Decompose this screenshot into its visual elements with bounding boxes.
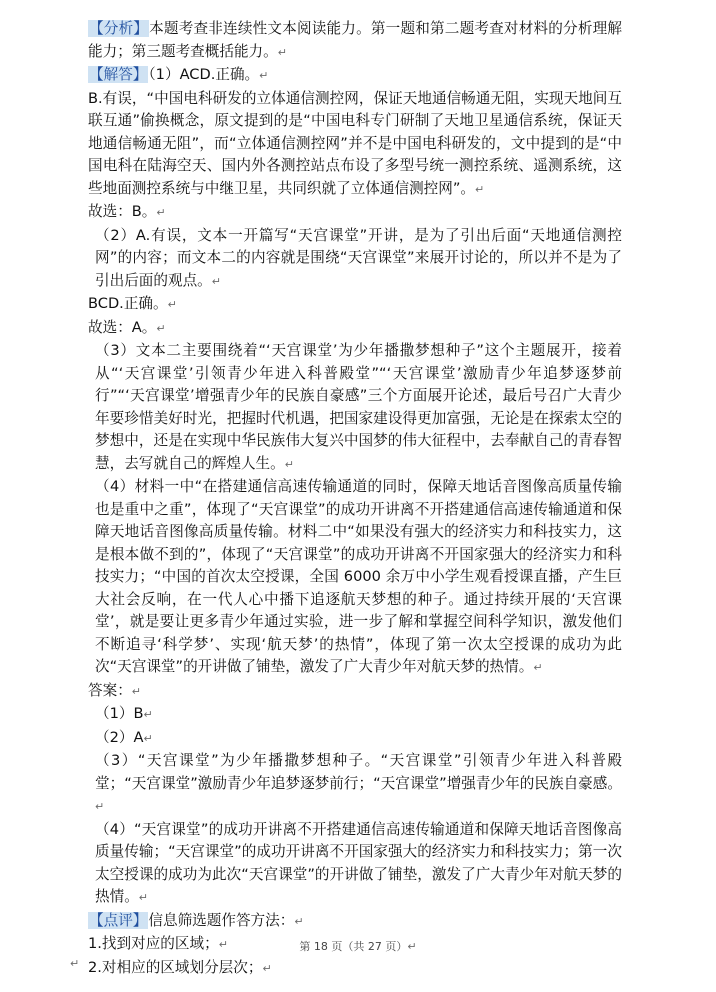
end-paragraph-mark-icon: ↵	[70, 957, 80, 970]
q2-a-text: （2）A.有误，文本一开篇写“天宫课堂”开讲，是为了引出后面“天地通信测控网”的内容；而文本二的内容就是围绕“天宫课堂”来展开讨论的，所以并不是为了引出后面的观点。	[95, 226, 622, 289]
paragraph-mark-icon: ↵	[294, 914, 304, 928]
page-number: 第 18 页（共 27 页）	[299, 940, 408, 953]
answer-1	[88, 703, 622, 727]
q2-bcd-text: BCD.正确。	[88, 295, 168, 312]
solution-q1-head	[88, 64, 622, 88]
solution-q2-choice	[88, 317, 622, 341]
answer-2	[88, 727, 622, 751]
solution-q2-bcd	[88, 293, 622, 317]
paragraph-mark-icon: ↵	[143, 708, 153, 721]
solution-tag: 【解答】	[89, 66, 148, 83]
analysis-paragraph	[88, 18, 622, 64]
page-footer	[0, 938, 716, 954]
comment-step-1-text: 1.找到对应的区域；	[88, 935, 219, 952]
paragraph-mark-icon: ↵	[259, 69, 269, 82]
answers-label-text: 答案：	[88, 681, 132, 699]
solution-q2-a	[88, 225, 622, 294]
comment-text: 信息筛选题作答方法：	[148, 911, 295, 929]
answer-4	[88, 819, 622, 910]
paragraph-mark-icon: ↵	[262, 961, 272, 975]
paragraph-mark-icon: ↵	[284, 457, 294, 471]
q2-choice-text: 故选：A。	[88, 318, 157, 336]
q1-choice-text: 故选：B。	[88, 203, 157, 220]
answer-2-text: （2）A	[95, 728, 144, 746]
paragraph-mark-icon: ↵	[131, 684, 142, 698]
solution-q1-b	[88, 88, 622, 202]
comment-step-2	[88, 957, 622, 981]
paragraph-mark-icon: ↵	[167, 298, 177, 311]
answers-label	[88, 680, 622, 704]
answer-4-text: （4）“天宫课堂”的成功开讲离不开搭建通信高速传输通道和保障天地话音图像高质量传输；“天宫课堂”的成功开讲离不开国家强大的经济实力和科技实力；第一次太空授课的成功为此次“天宫课堂”的开讲做了铺垫，激发了广大青少年对航天梦的热情。	[95, 820, 622, 905]
solution-q3	[88, 340, 622, 476]
paragraph-mark-icon: ↵	[143, 731, 153, 745]
paragraph-mark-icon: ↵	[95, 800, 105, 813]
q1-b-text: B.有误，“中国电科研发的立体通信测控网，保证天地通信畅通无阻，实现天地间互联互通”偷换概念，原文提到的是“中国电科专门研制了天地卫星通信系统，保证天地通信畅通无阻”，而“立体通信测控网”并不是中国电科研发的，文中提到的是“中国电科在陆海空天、国内外各测控站点布设了多型号统一测控系统、遥测系统，这些地面测控系统与中继卫星，共同织就了立体通信测控网”。	[88, 89, 622, 197]
solution-q4	[88, 476, 622, 680]
paragraph-mark-icon: ↵	[156, 206, 166, 219]
answer-3	[88, 750, 622, 819]
paragraph-mark-icon: ↵	[277, 45, 287, 59]
paragraph-mark-icon: ↵	[533, 661, 543, 674]
paragraph-mark-icon: ↵	[407, 940, 417, 953]
analysis-text: 本题考查非连续性文本阅读能力。第一题和第二题考查对材料的分析理解能力；第三题考查概括能力。	[88, 20, 622, 60]
paragraph-mark-icon: ↵	[218, 938, 228, 951]
answer-3-text: （3）“天宫课堂”为少年播撒梦想种子。“天宫课堂”引领青少年进入科普殿堂；“天宫课堂”激励青少年追梦逐梦前行；“天宫课堂”增强青少年的民族自豪感。	[95, 752, 622, 792]
q4-text: （4）材料一中“在搭建通信高速传输通道的同时，保障天地话音图像高质量传输也是重中之重”，体现了“天宫课堂”的成功开讲离不开搭建通信高速传输通道和保障天地话音图像高质量传输。材料二中“如果没有强大的经济实力和科技实力，这是根本做不到的”，体现了“天宫课堂”的成功开讲离不开国家强大的经济实力和科技实力；“中国的首次太空授课，全国 6000 余万中小学生观看授课直播，产生巨大社会反响，在一代人心中播下追逐航天梦想的种子。通过持续开展的‘天宫课堂’，就是要让更多青少年通过实验，进一步了解和掌握空间科学知识，激发他们不断追寻‘科学梦’、实现‘航天梦’的热情”，体现了第一次太空授课的成功为此次“天宫课堂”的开讲做了铺垫，激发了广大青少年对航天梦的热情。	[95, 478, 622, 675]
comment-paragraph	[88, 910, 622, 934]
analysis-tag: 【分析】	[89, 20, 149, 37]
paragraph-mark-icon: ↵	[156, 321, 166, 335]
answer-1-text: （1）B	[95, 705, 144, 722]
q3-text: （3）文本二主要围绕着“‘天宫课堂’为少年播撒梦想种子”这个主题展开，接着从“‘天宫课堂’引领青少年进入科普殿堂”“‘天宫课堂’激励青少年追梦逐梦前行”“‘天宫课堂’增强青少年的民族自豪感”三个方面展开论述，最后号召广大青少年要珍惜美好时光，把握时代机遇，把国家建设得更加富强，无论是在探索太空的梦想中，还是在实现中华民族伟大复兴中国梦的伟大征程中，去奉献自己的青春智慧，去写就自己的辉煌人生。	[95, 342, 622, 472]
solution-q1-choice	[88, 201, 622, 225]
paragraph-mark-icon: ↵	[138, 891, 149, 904]
comment-tag: 【点评】	[89, 911, 148, 929]
q1-head-text: （1）ACD.正确。	[148, 66, 260, 83]
document-page	[88, 18, 622, 980]
comment-step-2-text: 2.对相应的区域划分层次；	[88, 958, 263, 976]
paragraph-mark-icon: ↵	[475, 182, 485, 196]
paragraph-mark-icon: ↵	[211, 274, 221, 288]
